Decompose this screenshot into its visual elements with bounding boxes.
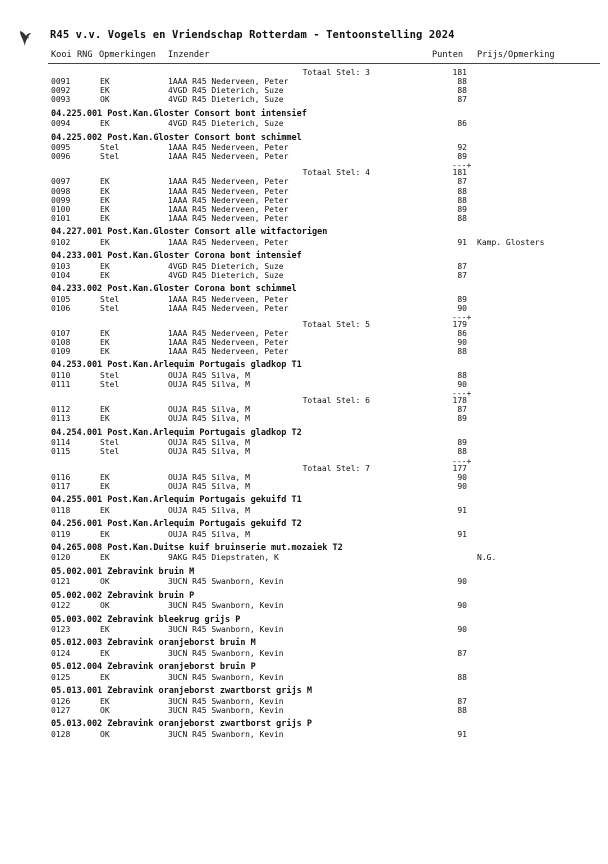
- exhibitor: OUJA R45 Silva, M: [168, 472, 250, 482]
- cage-number: 0122: [51, 601, 71, 611]
- header-inzender: Inzender: [168, 50, 210, 60]
- rank-code: EK: [100, 328, 110, 338]
- rank-code: EK: [100, 481, 110, 491]
- rank-code: OK: [100, 705, 110, 715]
- cage-number: 0105: [51, 294, 71, 304]
- class-title: 05.003.002 Zebravink bleekrug grijs P: [51, 614, 241, 625]
- cage-number: 0103: [51, 261, 71, 271]
- cage-number: 0107: [51, 328, 71, 338]
- rank-code: EK: [100, 696, 110, 706]
- table-row: [0, 214, 608, 224]
- rank-code: EK: [100, 270, 110, 280]
- points: 90: [457, 625, 467, 635]
- exhibitor: 4VGD R45 Dieterich, Suze: [168, 261, 284, 271]
- rank-code: EK: [100, 338, 110, 347]
- exhibitor: 3UCN R45 Swanborn, Kevin: [168, 577, 284, 587]
- points: 91: [457, 505, 467, 515]
- exhibitor: OUJA R45 Silva, M: [168, 529, 250, 539]
- cage-number: 0114: [51, 438, 71, 448]
- rank-code: EK: [100, 505, 110, 515]
- cage-number: 0101: [51, 213, 71, 223]
- exhibitor: 1AAA R45 Nederveen, Peter: [168, 213, 289, 223]
- exhibitor: 1AAA R45 Nederveen, Peter: [168, 195, 289, 205]
- class-title: 05.012.003 Zebravink oranjeborst bruin M: [51, 638, 256, 649]
- points: 86: [457, 119, 467, 129]
- exhibitor: 1AAA R45 Nederveen, Peter: [168, 77, 289, 87]
- table-row: [0, 706, 608, 716]
- points: 87: [457, 270, 467, 280]
- points: 88: [457, 186, 467, 196]
- class-heading: [0, 719, 608, 729]
- points: 88: [457, 371, 467, 380]
- points: 89: [457, 294, 467, 304]
- rank-code: EK: [100, 77, 110, 87]
- exhibitor: 3UCN R45 Swanborn, Kevin: [168, 729, 284, 739]
- set-total-sum: 181: [452, 68, 467, 77]
- points: 88: [457, 86, 467, 96]
- cage-number: 0116: [51, 472, 71, 482]
- exhibitor: 3UCN R45 Swanborn, Kevin: [168, 601, 284, 611]
- exhibitor: 3UCN R45 Swanborn, Kevin: [168, 705, 284, 715]
- exhibitor: 9AKG R45 Diepstraten, K: [168, 553, 279, 563]
- exhibitor: 4VGD R45 Dieterich, Suze: [168, 86, 284, 96]
- exhibitor: 1AAA R45 Nederveen, Peter: [168, 338, 289, 347]
- exhibitor: 1AAA R45 Nederveen, Peter: [168, 143, 289, 153]
- points: 90: [457, 601, 467, 611]
- rank-code: EK: [100, 625, 110, 635]
- cage-number: 0126: [51, 696, 71, 706]
- table-row: [0, 95, 608, 105]
- table-row: [0, 673, 608, 683]
- cage-number: 0113: [51, 414, 71, 424]
- exhibitor: 4VGD R45 Dieterich, Suze: [168, 119, 284, 129]
- exhibitor: 4VGD R45 Dieterich, Suze: [168, 270, 284, 280]
- class-heading: [0, 591, 608, 601]
- class-heading: [0, 567, 608, 577]
- points: 87: [457, 405, 467, 415]
- class-title: 05.013.002 Zebravink oranjeborst zwartborst grijs P: [51, 719, 312, 730]
- sum-separator-line: ---+: [452, 456, 472, 466]
- rank-code: EK: [100, 649, 110, 658]
- cage-number: 0094: [51, 119, 71, 129]
- rank-code: EK: [100, 177, 110, 187]
- points: 87: [457, 95, 467, 105]
- cage-number: 0106: [51, 303, 71, 313]
- class-title: 04.253.001 Post.Kan.Arlequim Portugais gladkop T1: [51, 360, 302, 371]
- rank-code: Stel: [100, 438, 120, 448]
- header-punten: Punten: [432, 50, 464, 60]
- class-heading: [0, 109, 608, 119]
- class-title: 04.256.001 Post.Kan.Arlequim Portugais gekuifd T2: [51, 518, 302, 529]
- set-total-sum: 177: [452, 463, 467, 473]
- exhibitor: OUJA R45 Silva, M: [168, 405, 250, 415]
- cage-number: 0115: [51, 447, 71, 457]
- cage-number: 0093: [51, 95, 71, 105]
- points: 87: [457, 261, 467, 271]
- exhibitor: 1AAA R45 Nederveen, Peter: [168, 152, 289, 162]
- table-row: [0, 482, 608, 492]
- table-row: [0, 271, 608, 281]
- points: 90: [457, 380, 467, 390]
- header-opmerkingen: Opmerkingen: [99, 50, 156, 60]
- rank-code: EK: [100, 347, 110, 357]
- class-heading: [0, 543, 608, 553]
- rank-code: Stel: [100, 303, 120, 313]
- header-divider: [48, 63, 600, 64]
- class-title: 04.233.002 Post.Kan.Gloster Corona bont schimmel: [51, 284, 297, 294]
- rank-code: OK: [100, 729, 110, 739]
- rank-code: EK: [100, 204, 110, 214]
- class-heading: [0, 227, 608, 237]
- table-row: [0, 530, 608, 540]
- rank-code: EK: [100, 414, 110, 424]
- exhibitor: 1AAA R45 Nederveen, Peter: [168, 294, 289, 304]
- points: 89: [457, 204, 467, 214]
- header-prijs: Prijs/Opmerking: [477, 50, 555, 60]
- points: 86: [457, 328, 467, 338]
- table-row: [0, 553, 608, 563]
- rank-code: EK: [100, 195, 110, 205]
- cage-number: 0125: [51, 672, 71, 682]
- exhibitor: 1AAA R45 Nederveen, Peter: [168, 328, 289, 338]
- points: 90: [457, 338, 467, 347]
- cage-number: 0109: [51, 347, 71, 357]
- cage-number: 0091: [51, 77, 71, 87]
- class-title: 04.265.008 Post.Kan.Duitse kuif bruinserie mut.mozaiek T2: [51, 542, 343, 553]
- points: 87: [457, 649, 467, 658]
- set-total-label: Totaal Stel: 5: [302, 319, 370, 329]
- class-title: 05.013.001 Zebravink oranjeborst zwartborst grijs M: [51, 686, 312, 697]
- sum-separator-line: ---+: [452, 389, 472, 399]
- points: 88: [457, 447, 467, 457]
- set-total-sum: 178: [452, 396, 467, 406]
- set-total-sum: 181: [452, 168, 467, 178]
- table-row: [0, 506, 608, 516]
- exhibitor: 3UCN R45 Swanborn, Kevin: [168, 625, 284, 635]
- cage-number: 0099: [51, 195, 71, 205]
- class-heading: [0, 284, 608, 294]
- table-row: [0, 601, 608, 611]
- points: 89: [457, 414, 467, 424]
- class-heading: [0, 133, 608, 143]
- points: 89: [457, 438, 467, 448]
- exhibitor: OUJA R45 Silva, M: [168, 505, 250, 515]
- points: 88: [457, 213, 467, 223]
- exhibitor: 3UCN R45 Swanborn, Kevin: [168, 649, 284, 658]
- rank-code: Stel: [100, 371, 120, 380]
- points: 90: [457, 472, 467, 482]
- prize-note: N.G.: [477, 553, 497, 563]
- points: 88: [457, 77, 467, 87]
- cage-number: 0110: [51, 371, 71, 380]
- rank-code: EK: [100, 119, 110, 129]
- rank-code: OK: [100, 601, 110, 611]
- rank-code: EK: [100, 186, 110, 196]
- points: 90: [457, 303, 467, 313]
- cage-number: 0098: [51, 186, 71, 196]
- points: 90: [457, 577, 467, 587]
- exhibitor: OUJA R45 Silva, M: [168, 414, 250, 424]
- exhibitor: OUJA R45 Silva, M: [168, 438, 250, 448]
- points: 92: [457, 143, 467, 153]
- cage-number: 0127: [51, 705, 71, 715]
- rank-code: Stel: [100, 152, 120, 162]
- points: 87: [457, 177, 467, 187]
- class-heading: [0, 495, 608, 505]
- class-heading: [0, 360, 608, 370]
- class-heading: [0, 686, 608, 696]
- points: 88: [457, 195, 467, 205]
- rank-code: OK: [100, 577, 110, 587]
- class-title: 04.225.001 Post.Kan.Gloster Consort bont intensief: [51, 108, 307, 119]
- cage-number: 0123: [51, 625, 71, 635]
- cage-number: 0124: [51, 649, 71, 658]
- exhibitor: 1AAA R45 Nederveen, Peter: [168, 204, 289, 214]
- exhibitor: 1AAA R45 Nederveen, Peter: [168, 186, 289, 196]
- cage-number: 0118: [51, 505, 71, 515]
- rank-code: Stel: [100, 143, 120, 153]
- cage-number: 0102: [51, 237, 71, 247]
- exhibitor: 1AAA R45 Nederveen, Peter: [168, 347, 289, 357]
- exhibitor: OUJA R45 Silva, M: [168, 380, 250, 390]
- class-heading: [0, 519, 608, 529]
- exhibitor: OUJA R45 Silva, M: [168, 481, 250, 491]
- exhibitor: 1AAA R45 Nederveen, Peter: [168, 177, 289, 187]
- exhibitor: 3UCN R45 Swanborn, Kevin: [168, 672, 284, 682]
- rank-code: EK: [100, 86, 110, 96]
- rank-code: OK: [100, 95, 110, 105]
- cage-number: 0097: [51, 177, 71, 187]
- table-row: [0, 577, 608, 587]
- rank-code: Stel: [100, 447, 120, 457]
- cage-number: 0096: [51, 152, 71, 162]
- points: 91: [457, 237, 467, 247]
- cage-number: 0104: [51, 270, 71, 280]
- rank-code: EK: [100, 237, 110, 247]
- points: 88: [457, 347, 467, 357]
- class-title: 04.255.001 Post.Kan.Arlequim Portugais gekuifd T1: [51, 495, 302, 505]
- sum-separator-line: ---+: [452, 161, 472, 171]
- rank-code: EK: [100, 553, 110, 563]
- class-title: 05.002.002 Zebravink bruin P: [51, 590, 195, 601]
- table-row: [0, 347, 608, 357]
- cage-number: 0112: [51, 405, 71, 415]
- document-title: R45 v.v. Vogels en Vriendschap Rotterdam - Tentoonstelling 2024: [50, 29, 455, 41]
- class-title: 04.233.001 Post.Kan.Gloster Corona bont intensief: [51, 251, 302, 261]
- exhibitor: OUJA R45 Silva, M: [168, 371, 250, 380]
- class-heading: [0, 615, 608, 625]
- table-row: [0, 119, 608, 129]
- set-total-label: Totaal Stel: 7: [302, 463, 370, 473]
- sum-separator-line: ---+: [452, 312, 472, 322]
- table-row: [0, 414, 608, 424]
- set-total-label: Totaal Stel: 6: [302, 396, 370, 406]
- table-row: [0, 730, 608, 740]
- exhibitor: 1AAA R45 Nederveen, Peter: [168, 237, 289, 247]
- exhibitor: OUJA R45 Silva, M: [168, 447, 250, 457]
- header-rng: RNG: [77, 50, 93, 60]
- table-row: [0, 625, 608, 635]
- rank-code: EK: [100, 672, 110, 682]
- exhibitor: 1AAA R45 Nederveen, Peter: [168, 303, 289, 313]
- rank-code: EK: [100, 529, 110, 539]
- cage-number: 0128: [51, 729, 71, 739]
- class-title: 04.225.002 Post.Kan.Gloster Consort bont schimmel: [51, 132, 302, 143]
- set-total-label: Totaal Stel: 3: [302, 68, 370, 77]
- header-kooi: Kooi: [51, 50, 72, 60]
- cage-number: 0111: [51, 380, 71, 390]
- class-heading: [0, 428, 608, 438]
- cage-number: 0092: [51, 86, 71, 96]
- table-row: [0, 649, 608, 659]
- points: 90: [457, 481, 467, 491]
- set-total-label: Totaal Stel: 4: [302, 168, 370, 178]
- rank-code: EK: [100, 213, 110, 223]
- points: 88: [457, 672, 467, 682]
- rank-code: Stel: [100, 380, 120, 390]
- points: 89: [457, 152, 467, 162]
- column-header: [0, 46, 608, 60]
- cage-number: 0100: [51, 204, 71, 214]
- cage-number: 0117: [51, 481, 71, 491]
- points: 91: [457, 729, 467, 739]
- exhibitor: 3UCN R45 Swanborn, Kevin: [168, 696, 284, 706]
- class-heading: [0, 662, 608, 672]
- rank-code: Stel: [100, 294, 120, 304]
- cage-number: 0108: [51, 338, 71, 347]
- class-title: 05.012.004 Zebravink oranjeborst bruin P: [51, 662, 256, 673]
- points: 91: [457, 529, 467, 539]
- table-row: [0, 238, 608, 248]
- cage-number: 0095: [51, 143, 71, 153]
- class-heading: [0, 251, 608, 261]
- points: 87: [457, 696, 467, 706]
- prize-note: Kamp. Glosters: [477, 237, 545, 247]
- exhibitor: 4VGD R45 Dieterich, Suze: [168, 95, 284, 105]
- rank-code: EK: [100, 472, 110, 482]
- set-total-sum: 179: [452, 319, 467, 329]
- class-title: 04.254.001 Post.Kan.Arlequim Portugais gladkop T2: [51, 427, 302, 438]
- cage-number: 0120: [51, 553, 71, 563]
- class-heading: [0, 638, 608, 648]
- cage-number: 0121: [51, 577, 71, 587]
- rank-code: EK: [100, 405, 110, 415]
- class-title: 05.002.001 Zebravink bruin M: [51, 566, 195, 577]
- rank-code: EK: [100, 261, 110, 271]
- cage-number: 0119: [51, 529, 71, 539]
- class-title: 04.227.001 Post.Kan.Gloster Consort alle witfactorigen: [51, 227, 328, 238]
- points: 88: [457, 705, 467, 715]
